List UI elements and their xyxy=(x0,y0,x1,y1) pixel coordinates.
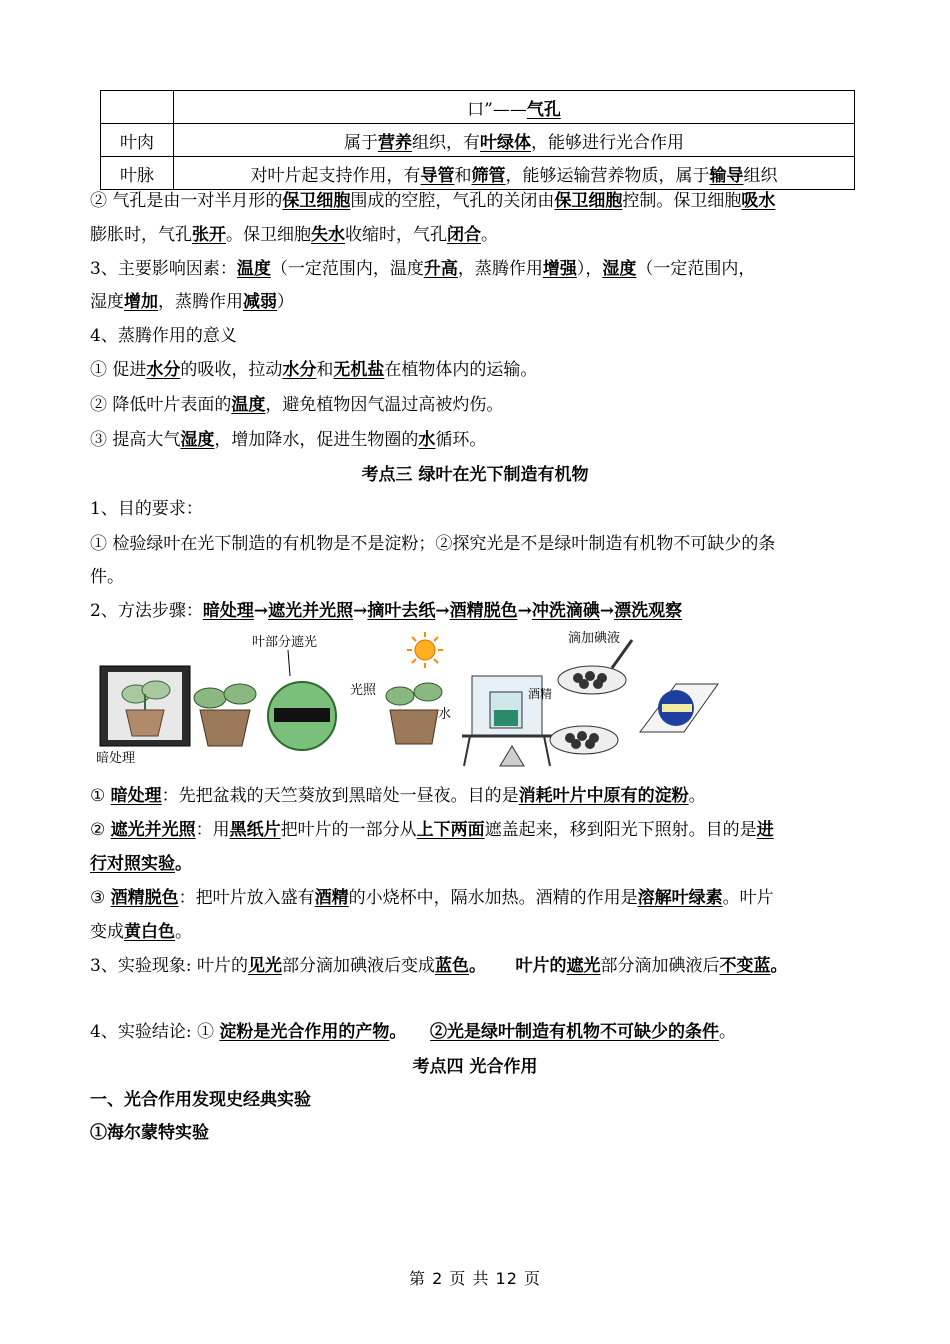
label-shade: 叶部分遮光 xyxy=(252,635,318,650)
shading-figure xyxy=(194,634,336,750)
label-light: 光照 xyxy=(350,683,377,698)
significance-point-3: ③ 提高大气湿度，增加降水，促进生物圈的水循环。 xyxy=(90,430,487,450)
alcohol-bath-figure xyxy=(438,676,552,766)
label-water: 水 xyxy=(438,707,452,722)
table-row xyxy=(101,124,855,157)
table-cell: 口”——气孔 xyxy=(174,91,855,124)
factors-line-2: 湿度增加，蒸腾作用减弱） xyxy=(90,292,294,312)
light-figure xyxy=(350,632,443,744)
table-cell-label: 叶脉 xyxy=(101,157,174,190)
goal-title: 1、目的要求： xyxy=(90,499,203,519)
stomata-line-1: ② 气孔是由一对半月形的保卫细胞围成的空腔，气孔的关闭由保卫细胞控制。保卫细胞吸水 xyxy=(90,191,776,211)
table-cell: 属于营养组织，有叶绿体，能够进行光合作用 xyxy=(174,124,855,157)
detail-shading-line-1: ② 遮光并光照：用黑纸片把叶片的一部分从上下两面遮盖起来，移到阳光下照射。目的是进 xyxy=(90,820,774,840)
experiment-phenomenon: 3、实验现象: 叶片的见光部分滴加碘液后变成蓝色。 叶片的遮光部分滴加碘液后不变蓝。 xyxy=(90,956,788,976)
factors-line-1: 3、主要影响因素：温度（一定范围内，温度升高，蒸腾作用增强），湿度（一定范围内， xyxy=(90,259,756,279)
significance-title: 4、蒸腾作用的意义 xyxy=(90,326,237,346)
goal-line-1: ① 检验绿叶在光下制造的有机物是不是淀粉；②探究光是不是绿叶制造有机物不可缺少的条 xyxy=(90,534,776,554)
method-steps: 2、方法步骤：暗处理→遮光并光照→摘叶去纸→酒精脱色→冲洗滴碘→漂洗观察 xyxy=(90,601,683,621)
stomata-line-2: 膨胀时，气孔张开。保卫细胞失水收缩时，气孔闭合。 xyxy=(90,225,498,245)
table-row xyxy=(101,91,855,124)
iodine-dishes-figure xyxy=(550,630,632,754)
section-3-title: 考点三 绿叶在光下制造有机物 xyxy=(361,465,589,485)
leaf-structure-table xyxy=(100,90,855,190)
label-dark: 暗处理 xyxy=(96,751,136,766)
detail-alcohol-line-1: ③ 酒精脱色：把叶片放入盛有酒精的小烧杯中，隔水加热。酒精的作用是溶解叶绿素。叶片 xyxy=(90,888,774,908)
table-cell-label: 叶肉 xyxy=(101,124,174,157)
table-row xyxy=(101,157,855,190)
experiment-illustration xyxy=(92,628,722,768)
significance-point-2: ② 降低叶片表面的温度，避免植物因气温过高被灼伤。 xyxy=(90,395,504,415)
detail-dark-treatment: ① 暗处理：先把盆栽的天竺葵放到黑暗处一昼夜。目的是消耗叶片中原有的淀粉。 xyxy=(90,786,706,806)
page-footer: 第 2 页 共 12 页 xyxy=(408,1269,542,1288)
table-cell: 对叶片起支持作用，有导管和筛管，能够运输营养物质，属于输导组织 xyxy=(174,157,855,190)
significance-point-1: ① 促进水分的吸收，拉动水分和无机盐在植物体内的运输。 xyxy=(90,360,538,380)
detail-alcohol-line-2: 变成黄白色。 xyxy=(90,922,192,942)
observed-leaf-figure xyxy=(640,684,718,732)
detail-shading-line-2: 行对照实验。 xyxy=(90,854,192,874)
section-4-heading-2: ①海尔蒙特实验 xyxy=(90,1123,209,1143)
section-4-title: 考点四 光合作用 xyxy=(412,1057,538,1077)
section-4-heading-1: 一、光合作用发现史经典实验 xyxy=(90,1090,311,1110)
experiment-conclusion: 4、实验结论: ① 淀粉是光合作用的产物。 ②光是绿叶制造有机物不可缺少的条件。 xyxy=(90,1022,737,1042)
label-alcohol: 酒精 xyxy=(528,687,553,701)
goal-line-2: 件。 xyxy=(90,567,124,587)
dark-treatment-figure xyxy=(96,666,190,766)
table-cell-empty xyxy=(101,91,174,124)
label-iodine: 滴加碘液 xyxy=(568,631,621,646)
